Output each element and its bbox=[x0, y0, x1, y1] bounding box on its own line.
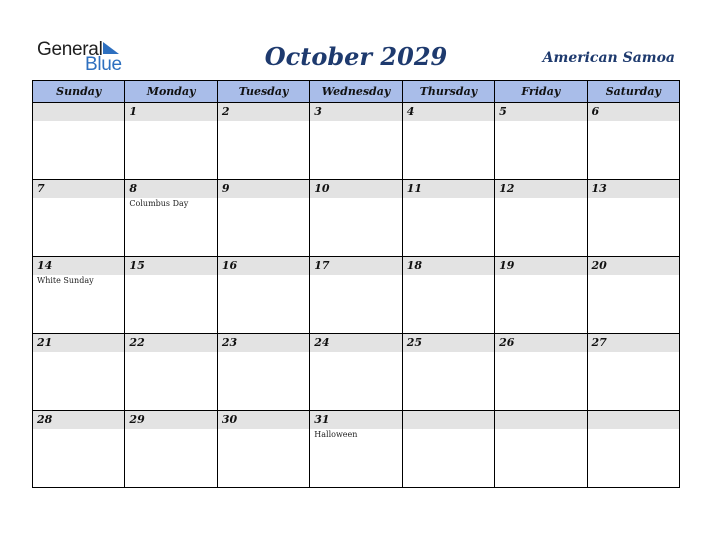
holiday-event-label bbox=[403, 121, 494, 122]
day-number-strip bbox=[125, 103, 216, 121]
holiday-event-label bbox=[495, 198, 586, 199]
day-number-strip bbox=[33, 411, 124, 429]
day-number-strip bbox=[310, 257, 401, 275]
logo-text-general: General bbox=[37, 39, 103, 60]
week-row bbox=[33, 334, 680, 411]
day-number: 2 bbox=[221, 105, 230, 118]
region-label: American Samoa bbox=[542, 50, 675, 66]
day-number-strip bbox=[33, 334, 124, 352]
weekday-header-saturday: Saturday bbox=[587, 81, 679, 103]
logo-text-blue: Blue bbox=[85, 54, 122, 75]
day-number: 28 bbox=[37, 413, 53, 426]
day-cell bbox=[587, 103, 679, 180]
day-number-strip bbox=[125, 411, 216, 429]
holiday-event-label bbox=[588, 352, 679, 353]
day-number-strip bbox=[495, 257, 586, 275]
day-number: 29 bbox=[129, 413, 145, 426]
day-number-strip bbox=[33, 180, 124, 198]
day-number-strip bbox=[495, 180, 586, 198]
holiday-event-label bbox=[310, 121, 401, 122]
day-number: 12 bbox=[499, 182, 515, 195]
holiday-event-label: White Sunday bbox=[37, 276, 94, 285]
day-cell bbox=[402, 411, 494, 488]
day-number-strip bbox=[495, 334, 586, 352]
day-cell bbox=[310, 257, 402, 334]
day-cell bbox=[402, 103, 494, 180]
holiday-event-label bbox=[495, 429, 586, 430]
day-number: 26 bbox=[499, 336, 515, 349]
day-number: 30 bbox=[221, 413, 238, 426]
day-number-strip bbox=[403, 257, 494, 275]
day-number: 3 bbox=[314, 105, 322, 118]
day-cell bbox=[33, 257, 125, 334]
weekday-header-monday: Monday bbox=[125, 81, 217, 103]
holiday-event-label bbox=[125, 121, 216, 122]
holiday-event-label bbox=[33, 121, 124, 122]
day-cell bbox=[310, 411, 402, 488]
holiday-event-label bbox=[218, 429, 309, 430]
day-cell bbox=[125, 180, 217, 257]
holiday-event-label bbox=[403, 198, 494, 199]
calendar-title: October 2029 bbox=[264, 42, 448, 71]
day-cell bbox=[125, 334, 217, 411]
weekday-header-tuesday: Tuesday bbox=[217, 81, 309, 103]
weekday-header-friday: Friday bbox=[495, 81, 587, 103]
day-number: 21 bbox=[37, 336, 53, 349]
weekday-header-thursday: Thursday bbox=[402, 81, 494, 103]
day-number: 11 bbox=[406, 182, 422, 195]
day-number: 15 bbox=[129, 259, 145, 272]
day-cell bbox=[310, 103, 402, 180]
day-number-strip bbox=[310, 411, 401, 429]
week-row bbox=[33, 411, 680, 488]
holiday-event-label bbox=[33, 198, 124, 199]
day-cell bbox=[33, 411, 125, 488]
holiday-event-label bbox=[125, 429, 216, 430]
day-number-strip bbox=[218, 334, 309, 352]
day-cell bbox=[495, 103, 587, 180]
day-number: 17 bbox=[314, 259, 330, 272]
day-number-strip bbox=[218, 180, 309, 198]
day-number: 27 bbox=[591, 336, 607, 349]
day-number-strip bbox=[33, 257, 124, 275]
day-number-strip bbox=[33, 103, 124, 121]
holiday-event-label bbox=[588, 275, 679, 276]
day-number-strip bbox=[310, 334, 401, 352]
day-cell bbox=[495, 334, 587, 411]
holiday-event-label bbox=[125, 352, 216, 353]
holiday-event-label bbox=[495, 121, 586, 122]
day-number-strip bbox=[403, 334, 494, 352]
day-number-strip bbox=[125, 334, 216, 352]
day-cell bbox=[125, 411, 217, 488]
day-number: 22 bbox=[129, 336, 145, 349]
day-number-strip bbox=[403, 103, 494, 121]
day-cell bbox=[33, 334, 125, 411]
day-number: 23 bbox=[221, 336, 238, 349]
day-number: 14 bbox=[37, 259, 53, 272]
day-number-strip bbox=[495, 411, 586, 429]
holiday-event-label bbox=[218, 121, 309, 122]
weekday-header-sunday: Sunday bbox=[33, 81, 125, 103]
holiday-event-label: Columbus Day bbox=[129, 199, 189, 208]
day-number-strip bbox=[403, 411, 494, 429]
holiday-event-label bbox=[403, 275, 494, 276]
day-number: 7 bbox=[37, 182, 45, 195]
holiday-event-label bbox=[125, 275, 216, 276]
day-number-strip bbox=[588, 103, 679, 121]
day-number: 6 bbox=[591, 105, 600, 118]
day-number-strip bbox=[588, 411, 679, 429]
day-number-strip bbox=[310, 103, 401, 121]
holiday-event-label bbox=[310, 275, 401, 276]
week-row bbox=[33, 180, 680, 257]
day-number-strip bbox=[125, 257, 216, 275]
day-number: 16 bbox=[221, 259, 238, 272]
holiday-event-label bbox=[218, 352, 309, 353]
day-cell bbox=[587, 257, 679, 334]
day-number: 8 bbox=[129, 182, 138, 195]
day-number: 24 bbox=[314, 336, 330, 349]
holiday-event-label bbox=[218, 198, 309, 199]
day-number: 19 bbox=[499, 259, 515, 272]
holiday-event-label bbox=[33, 352, 124, 353]
weekday-header-row bbox=[33, 81, 680, 103]
day-cell bbox=[217, 103, 309, 180]
day-number-strip bbox=[588, 334, 679, 352]
day-cell bbox=[217, 180, 309, 257]
holiday-event-label bbox=[310, 198, 401, 199]
day-cell bbox=[587, 334, 679, 411]
holiday-event-label bbox=[495, 352, 586, 353]
day-number-strip bbox=[588, 180, 679, 198]
week-row bbox=[33, 103, 680, 180]
holiday-event-label bbox=[588, 121, 679, 122]
day-cell bbox=[402, 334, 494, 411]
day-cell bbox=[495, 411, 587, 488]
holiday-event-label: Halloween bbox=[314, 430, 358, 439]
day-number: 31 bbox=[314, 413, 330, 426]
day-number-strip bbox=[588, 257, 679, 275]
holiday-event-label bbox=[588, 429, 679, 430]
weekday-header-wednesday: Wednesday bbox=[310, 81, 402, 103]
day-number-strip bbox=[218, 103, 309, 121]
day-number-strip bbox=[495, 103, 586, 121]
day-cell bbox=[310, 334, 402, 411]
day-number: 25 bbox=[406, 336, 422, 349]
day-cell bbox=[402, 180, 494, 257]
holiday-event-label bbox=[218, 275, 309, 276]
day-number: 10 bbox=[314, 182, 330, 195]
day-number: 9 bbox=[221, 182, 230, 195]
day-cell bbox=[33, 180, 125, 257]
day-number-strip bbox=[403, 180, 494, 198]
month-calendar-grid bbox=[32, 80, 680, 488]
calendar-body bbox=[33, 103, 680, 488]
day-cell bbox=[495, 180, 587, 257]
day-cell bbox=[310, 180, 402, 257]
day-cell bbox=[402, 257, 494, 334]
day-cell bbox=[217, 334, 309, 411]
day-cell bbox=[33, 103, 125, 180]
day-cell bbox=[587, 180, 679, 257]
day-number-strip bbox=[218, 257, 309, 275]
day-cell bbox=[495, 257, 587, 334]
holiday-event-label bbox=[588, 198, 679, 199]
holiday-event-label bbox=[495, 275, 586, 276]
day-number-strip bbox=[218, 411, 309, 429]
day-number: 1 bbox=[129, 105, 138, 118]
day-number-strip bbox=[125, 180, 216, 198]
day-number: 18 bbox=[406, 259, 422, 272]
holiday-event-label bbox=[310, 352, 401, 353]
day-number: 13 bbox=[591, 182, 607, 195]
day-number-strip bbox=[310, 180, 401, 198]
holiday-event-label bbox=[403, 352, 494, 353]
day-cell bbox=[217, 411, 309, 488]
day-number: 4 bbox=[406, 105, 415, 118]
day-cell bbox=[125, 257, 217, 334]
day-number: 20 bbox=[591, 259, 607, 272]
day-number: 5 bbox=[499, 105, 507, 118]
day-cell bbox=[125, 103, 217, 180]
week-row bbox=[33, 257, 680, 334]
day-cell bbox=[217, 257, 309, 334]
day-cell bbox=[587, 411, 679, 488]
holiday-event-label bbox=[33, 429, 124, 430]
holiday-event-label bbox=[403, 429, 494, 430]
